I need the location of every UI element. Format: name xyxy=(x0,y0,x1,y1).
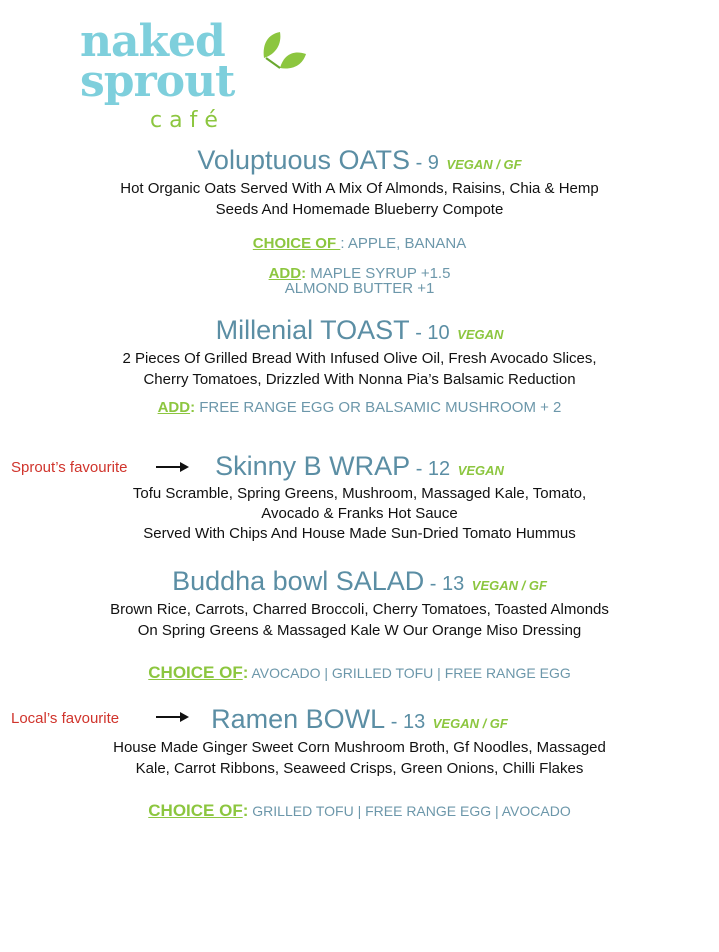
item-description-line: On Spring Greens & Massaged Kale W Our Orange Miso Dressing xyxy=(137,622,582,639)
menu-item-title xyxy=(0,565,719,602)
choice-line xyxy=(0,236,719,252)
choice-options: : APPLE, BANANA xyxy=(340,235,467,252)
item-description-line: House Made Ginger Sweet Corn Mushroom Broth, Gf Noodles, Massaged xyxy=(113,739,606,756)
item-description-line: Avocado & Franks Hot Sauce xyxy=(261,505,458,522)
item-description-line: Kale, Carrot Ribbons, Seaweed Crisps, Green Onions, Chilli Flakes xyxy=(135,760,584,777)
logo-word-sprout: sprout xyxy=(80,56,235,107)
item-description-line: 2 Pieces Of Grilled Bread With Infused Olive Oil, Fresh Avocado Slices, xyxy=(122,350,597,367)
menu-item-title xyxy=(0,144,719,181)
item-name: Ramen BOWL xyxy=(211,704,386,734)
menu-item-title xyxy=(0,314,719,351)
add-option-line: ALMOND BUTTER +1 xyxy=(284,280,435,297)
logo-word-cafe: café xyxy=(150,108,225,133)
favourite-label: Sprout’s favourite xyxy=(11,459,128,476)
menu-item-title xyxy=(0,703,719,740)
logo-word-naked: naked xyxy=(80,16,225,67)
add-colon: : xyxy=(301,265,307,282)
item-description-line: Served With Chips And House Made Sun-Dried Tomato Hummus xyxy=(143,525,576,542)
sprout-leaves-icon xyxy=(258,28,308,78)
choice-label: CHOICE OF xyxy=(252,235,341,252)
item-price: - 13 xyxy=(385,711,426,733)
add-label: ADD xyxy=(157,399,191,416)
diet-tag: VEGAN / GF xyxy=(471,578,547,593)
choice-line xyxy=(0,663,719,683)
item-description-line: Tofu Scramble, Spring Greens, Mushroom, Massaged Kale, Tomato, xyxy=(132,485,587,502)
item-name: Millenial TOAST xyxy=(215,315,410,345)
favourite-label: Local’s favourite xyxy=(11,710,120,727)
diet-tag: VEGAN / GF xyxy=(432,716,508,731)
item-price: - 12 xyxy=(410,458,451,480)
item-description-line: Hot Organic Oats Served With A Mix Of Almonds, Raisins, Chia & Hemp xyxy=(120,180,599,197)
item-name: Voluptuous OATS xyxy=(197,145,411,175)
diet-tag: VEGAN / GF xyxy=(446,157,522,172)
diet-tag: VEGAN xyxy=(457,463,504,478)
choice-label: CHOICE OF xyxy=(148,663,243,682)
add-label: ADD xyxy=(268,265,302,282)
choice-label: CHOICE OF xyxy=(148,801,243,820)
choice-line xyxy=(0,801,719,821)
diet-tag: VEGAN xyxy=(457,327,504,342)
choice-colon: : xyxy=(242,801,249,820)
item-price: - 9 xyxy=(410,152,439,174)
item-price: - 10 xyxy=(409,322,450,344)
menu-item-title xyxy=(0,450,719,487)
choice-options: AVOCADO | GRILLED TOFU | FREE RANGE EGG xyxy=(248,665,571,681)
choice-options: GRILLED TOFU | FREE RANGE EGG | AVOCADO xyxy=(248,803,571,819)
item-price: - 13 xyxy=(424,573,465,595)
item-name: Buddha bowl SALAD xyxy=(172,566,425,596)
add-colon: : xyxy=(190,399,196,416)
item-name: Skinny B WRAP xyxy=(215,451,411,481)
add-line xyxy=(0,400,719,416)
item-description-line: Cherry Tomatoes, Drizzled With Nonna Pia’s Balsamic Reduction xyxy=(143,371,576,388)
item-description-line: Seeds And Homemade Blueberry Compote xyxy=(215,201,504,218)
logo xyxy=(80,16,310,131)
add-option: MAPLE SYRUP +1.5 xyxy=(306,265,451,282)
add-option: FREE RANGE EGG OR BALSAMIC MUSHROOM + 2 xyxy=(195,399,562,416)
choice-colon: : xyxy=(242,663,249,682)
item-description-line: Brown Rice, Carrots, Charred Broccoli, Cherry Tomatoes, Toasted Almonds xyxy=(110,601,609,618)
